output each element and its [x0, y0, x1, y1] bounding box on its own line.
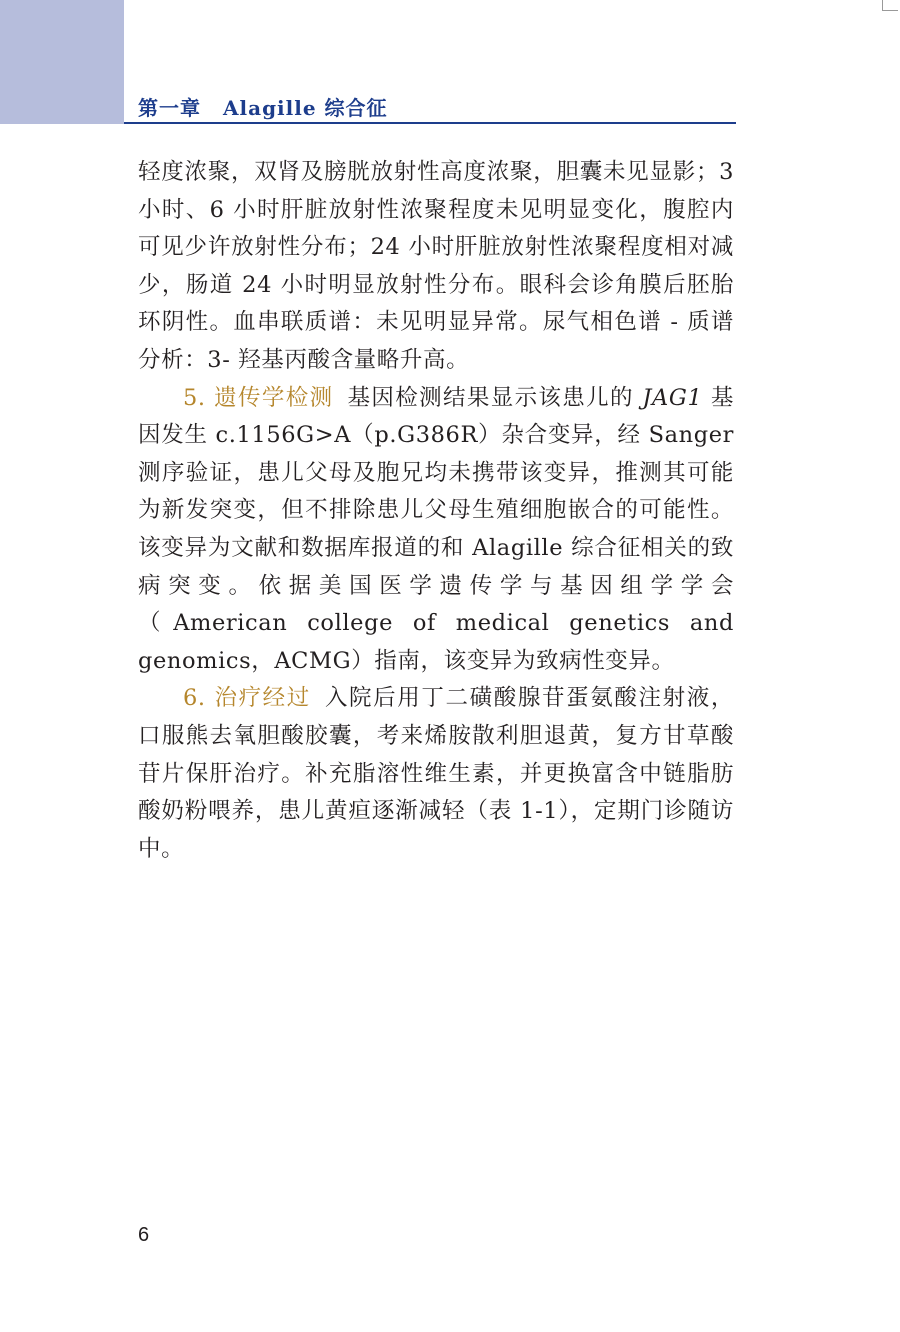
crop-mark [882, 0, 898, 11]
section-heading-genetic-testing: 5. 遗传学检测 [183, 384, 334, 411]
paragraph-text: 基因检测结果显示该患儿的 [347, 384, 643, 411]
paragraph-imaging-results [138, 154, 734, 380]
paragraph-text: 入院后用丁二磺酸腺苷蛋氨酸注射液，口服熊去氧胆酸胶囊，考来烯胺散利胆退黄，复方甘草酸苷片保肝治疗。补充脂溶性维生素，并更换富含中链脂肪酸奶粉喂养，患儿黄疸逐渐减轻（表 1-1），定期门诊随访中。 [138, 685, 734, 862]
running-header [138, 92, 388, 121]
paragraph-treatment [138, 680, 734, 868]
chapter-number: 第一章 [138, 96, 201, 120]
corner-color-block [0, 0, 124, 124]
page-number: 6 [138, 1224, 150, 1246]
gene-name: JAG1 [642, 384, 703, 411]
paragraph-text: 基因发生 c.1156G>A（p.G386R）杂合变异，经 Sanger 测序验证，患儿父母及胞兄均未携带该变异，推测其可能为新发突变，但不排除患儿父母生殖细胞嵌合的可能性。该变异为文献和数据库报道的和 Alagille 综合征相关的致病突变。依据美国医学遗传学与基因组学学会（American college of medical genetics and genomics，ACMG）指南，该变异为致病性变异。 [138, 384, 735, 674]
chapter-title: Alagille 综合征 [223, 96, 388, 120]
header-rule [124, 122, 736, 124]
paragraph-text: 轻度浓聚，双肾及膀胱放射性高度浓聚，胆囊未见显影；3 小时、6 小时肝脏放射性浓聚程度未见明显变化，腹腔内可见少许放射性分布；24 小时肝脏放射性浓聚程度相对减少，肠道 24 小时明显放射性分布。眼科会诊角膜后胚胎环阴性。血串联质谱：未见明显异常。尿气相色谱 - 质谱分析：3- 羟基丙酸含量略升高。 [138, 159, 734, 373]
page-body [138, 154, 734, 868]
section-heading-treatment: 6. 治疗经过 [183, 685, 311, 712]
paragraph-genetic-testing [138, 380, 734, 681]
